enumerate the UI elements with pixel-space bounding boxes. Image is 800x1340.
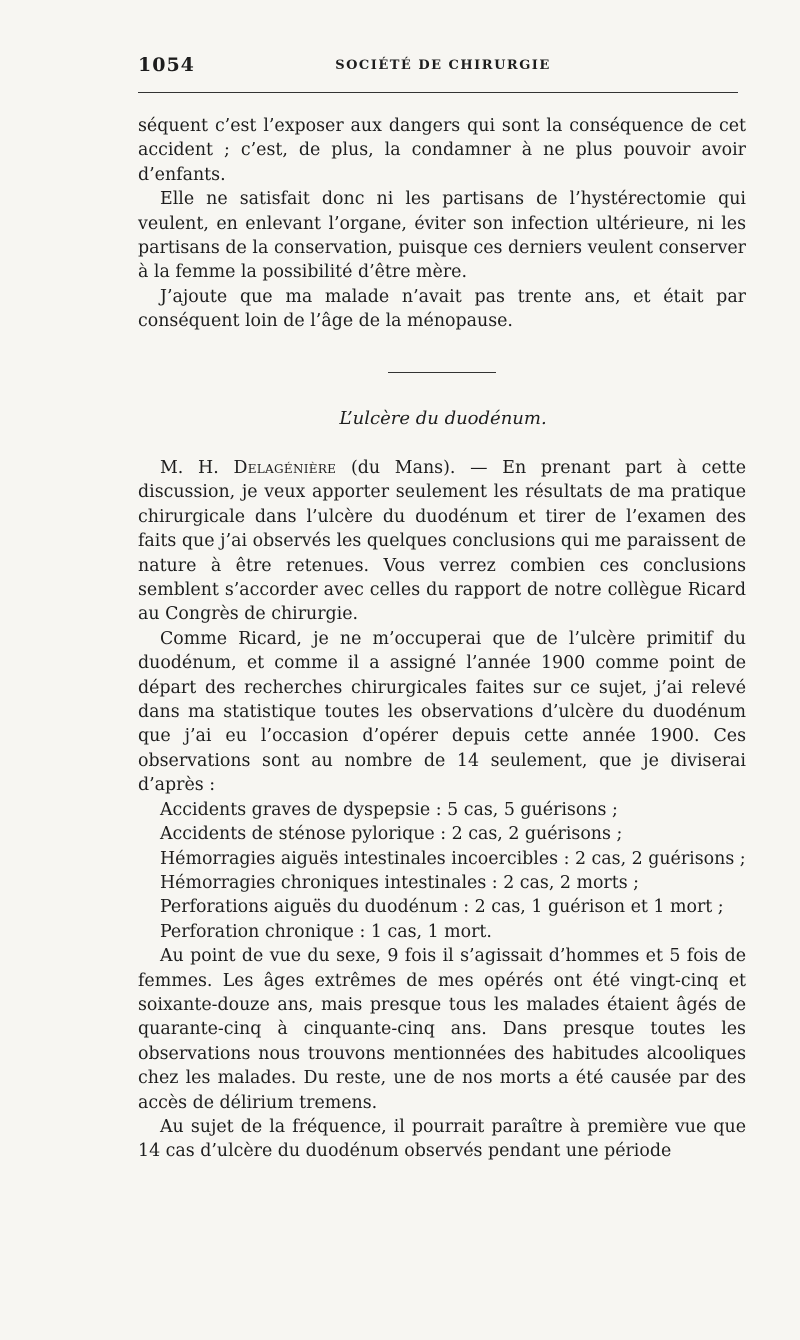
paragraph: Au sujet de la fréquence, il pourrait paraître à première vue que 14 cas d’ulcère du duodénum observés pendant une période [138,1116,746,1162]
paragraph: séquent c’est l’exposer aux dangers qui sont la conséquence de cet accident ; c’est, de plus, la condamner à ne plus pouvoir avoir d’enfants. [138,116,746,185]
paragraph: Elle ne satisfait donc ni les partisans de l’hystérectomie qui veulent, en enlevant l’organe, éviter son infection ultérieure, ni les partisans de la conservation, puisque ces derniers veulent conserver à la femme la possibilité d’être mère. [138,189,746,283]
paragraph [138,456,746,627]
list-item: Perforations aiguës du duodénum : 2 cas, 1 guérison et 1 mort ; [160,897,724,918]
author-prefix: M. H. [160,458,234,478]
paragraph: Comme Ricard, je ne m’occuperai que de l’ulcère primitif du duodénum, et comme il a assigné l’année 1900 comme point de départ des recherches chirurgicales faites sur ce sujet, j’ai relevé dans ma statistique toutes les observations d’ulcère du duodénum que j’ai eu l’occasion d’opérer depuis cette année 1900. Ces observations sont au nombre de 14 seulement, que je diviserai d’après : [138,628,746,796]
list-item: Accidents de sténose pylorique : 2 cas, 2 guérisons ; [160,824,623,845]
paragraph-text: En prenant part à cette discussion, je veux apporter seulement les résultats de ma pratique chirurgicale dans l’ulcère du duodénum et tirer de l’examen des faits que j’ai observés les quelques conclusions qui me paraissent de nature à être retenues. Vous verrez combien ces conclusions semblent s’accorder avec celles du rapport de notre collègue Ricard au Congrès de chirurgie. [138,458,746,625]
list-item: Accidents graves de dyspepsie : 5 cas, 5 guérisons ; [160,799,618,820]
section-separator [388,372,496,373]
running-title: SOCIÉTÉ DE CHIRURGIE [335,58,551,73]
author-affiliation: (du Mans). — [336,458,503,478]
paragraph: J’ajoute que ma malade n’avait pas trente ans, et était par conséquent loin de l’âge de la ménopause. [138,286,746,332]
list-item: Hémorragies chroniques intestinales : 2 cas, 2 morts ; [160,872,640,893]
list-item: Hémorragies aiguës intestinales incoercibles : 2 cas, 2 guérisons ; [160,848,746,869]
paragraph: Au point de vue du sexe, 9 fois il s’agissait d’hommes et 5 fois de femmes. Les âges extrêmes de mes opérés ont été vingt-cinq et soixante-douze ans, mais presque tous les malades étaient âgés de quarante-cinq à cinquante-cinq ans. Dans presque toutes les observations nous trouvons mentionnées des habitudes alcooliques chez les malades. Du reste, une de nos morts a été causée par des accès de délirium tremens. [138,946,746,1113]
author-name: Delagénière [233,458,337,478]
page-header [138,54,748,78]
page-number: 1054 [138,54,195,76]
section-title: L’ulcère du duodénum. [339,408,547,429]
case-list [138,798,746,944]
list-item: Perforation chronique : 1 cas, 1 mort. [160,921,492,942]
header-rule [138,92,738,93]
main-text-block [138,456,746,1164]
top-text-block [138,114,746,334]
